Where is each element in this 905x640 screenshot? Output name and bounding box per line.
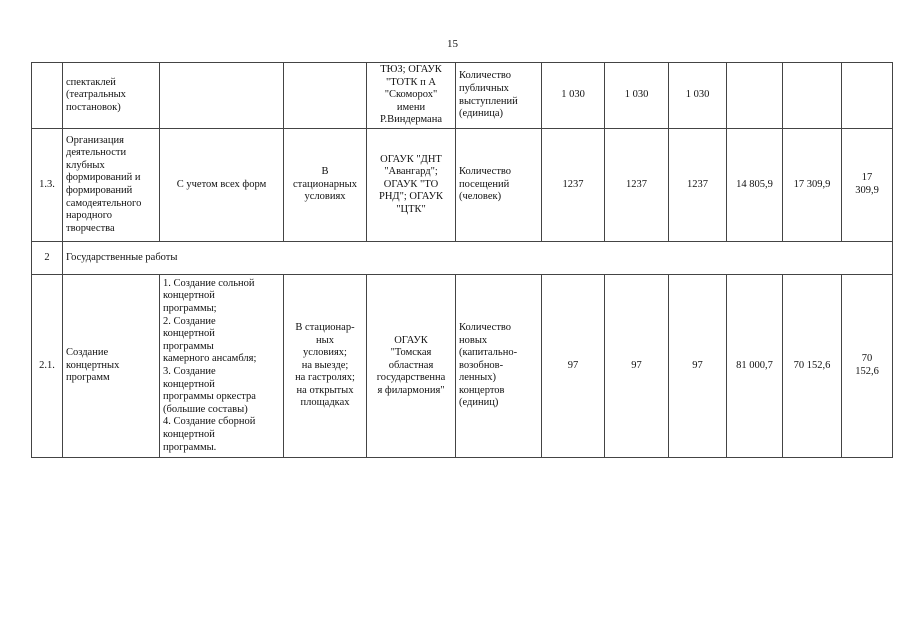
service-content	[160, 63, 284, 129]
finance-year-1: 14 805,9	[727, 129, 783, 242]
volume-year-2: 97	[605, 275, 669, 458]
section-title: Государственные работы	[63, 242, 893, 275]
volume-year-2: 1237	[605, 129, 669, 242]
finance-year-3	[842, 63, 893, 129]
page-number: 15	[447, 38, 458, 50]
volume-year-3: 1237	[669, 129, 727, 242]
services-table	[31, 62, 893, 458]
finance-year-2: 17 309,9	[783, 129, 842, 242]
volume-year-1: 1237	[542, 129, 605, 242]
finance-year-1: 81 000,7	[727, 275, 783, 458]
finance-year-2: 70 152,6	[783, 275, 842, 458]
row-number: 1.3.	[32, 129, 63, 242]
volume-year-3: 1 030	[669, 63, 727, 129]
service-name: спектаклей (театральных постановок)	[63, 63, 160, 129]
institution: ОГАУК "Томская областная государственна я филармония"	[367, 275, 456, 458]
indicator: Количество публичных выступлений (единица)	[456, 63, 542, 129]
finance-year-3: 70 152,6	[842, 275, 893, 458]
service-conditions: В стационарных условиях	[284, 129, 367, 242]
volume-year-3: 97	[669, 275, 727, 458]
table-row	[32, 63, 893, 129]
service-name: Создание концертных программ	[63, 275, 160, 458]
row-number: 2.1.	[32, 275, 63, 458]
section-number: 2	[32, 242, 63, 275]
service-conditions: В стационар- ных условиях; на выезде; на гастролях; на открытых площадках	[284, 275, 367, 458]
institution: ТЮЗ; ОГАУК "ТОТК п А "Скоморох" имени Р.Виндермана	[367, 63, 456, 129]
volume-year-2: 1 030	[605, 63, 669, 129]
row-number	[32, 63, 63, 129]
volume-year-1: 97	[542, 275, 605, 458]
section-row	[32, 242, 893, 275]
indicator: Количество новых (капитально- возобнов- ленных) концертов (единиц)	[456, 275, 542, 458]
service-name: Организация деятельности клубных формирований и формирований самодеятельного народного творчества	[63, 129, 160, 242]
institution: ОГАУК "ДНТ "Авангард"; ОГАУК "ТО РНД"; ОГАУК "ЦТК"	[367, 129, 456, 242]
volume-year-1: 1 030	[542, 63, 605, 129]
service-content: С учетом всех форм	[160, 129, 284, 242]
finance-year-3: 17 309,9	[842, 129, 893, 242]
finance-year-1	[727, 63, 783, 129]
finance-year-2	[783, 63, 842, 129]
indicator: Количество посещений (человек)	[456, 129, 542, 242]
table-row	[32, 275, 893, 458]
table-row	[32, 129, 893, 242]
service-content: 1. Создание сольной концертной программы; 2. Создание концертной программы камерного ансамбля; 3. Создание концертной программы оркестра (большие составы) 4. Создание сборной концертной программы.	[160, 275, 284, 458]
service-conditions	[284, 63, 367, 129]
